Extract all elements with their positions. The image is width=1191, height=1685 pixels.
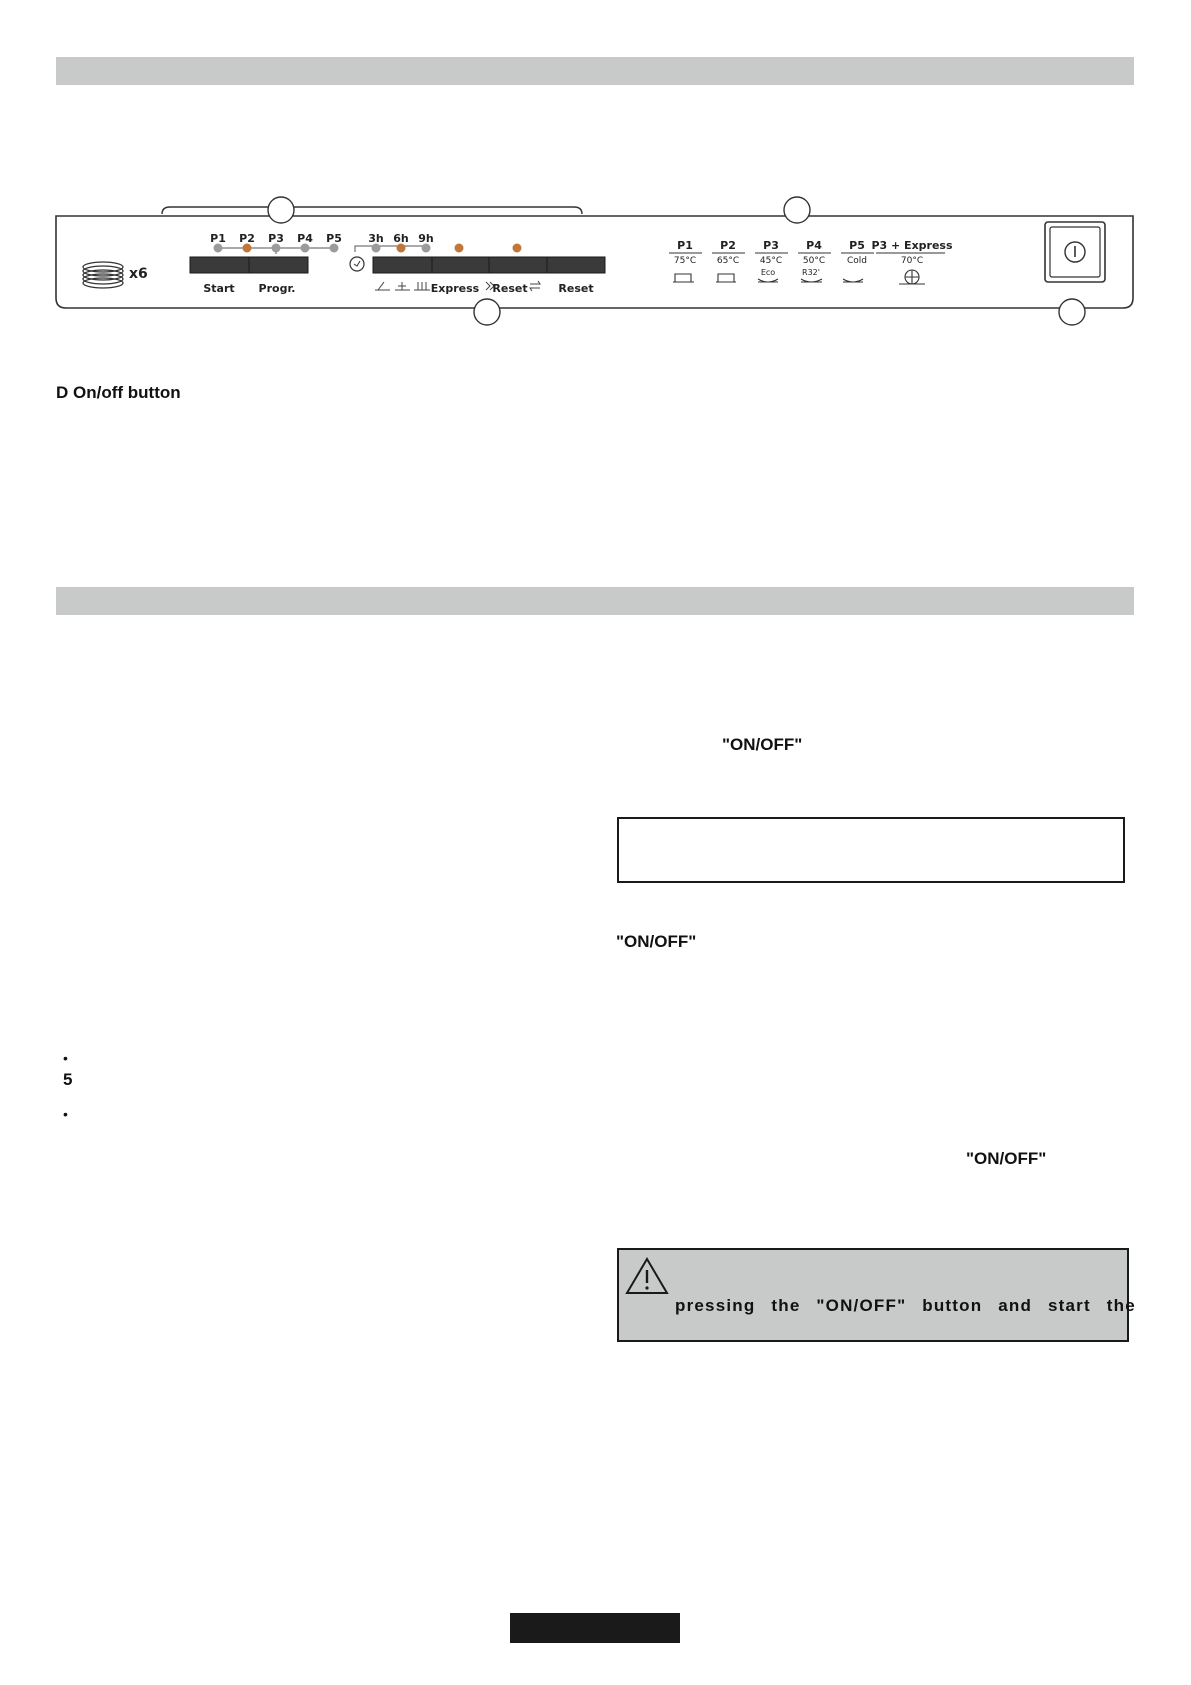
control-panel-diagram	[0, 190, 1191, 330]
number-5: 5	[63, 1070, 73, 1089]
callout-circle-b	[784, 197, 810, 223]
reset-button-bar	[547, 257, 605, 273]
section-header-band-middle	[56, 587, 1134, 615]
warning-box	[617, 1248, 1136, 1342]
program-temp-p4: 50°C	[802, 256, 826, 266]
program-name-p3: P3	[763, 239, 779, 252]
led-label-6h: 6h	[393, 232, 409, 245]
led-label-3h: 3h	[368, 232, 384, 245]
power-button-drawing	[1045, 222, 1105, 282]
warning-text: pressing the "ON/OFF" button and start the	[675, 1296, 1136, 1315]
onoff-label-1: "ON/OFF"	[722, 735, 803, 754]
callout-circle-d	[1059, 299, 1085, 325]
program-temp-p1: 75°C	[673, 256, 697, 266]
reset-salt-button-label[interactable]: Reset	[492, 282, 528, 295]
bullet-1: •	[63, 1050, 68, 1066]
button-bars	[190, 257, 605, 273]
express-button-bar	[432, 257, 489, 273]
program-temp-p2: 65°C	[716, 256, 740, 266]
led-label-p5: P5	[326, 232, 342, 245]
express-button-label[interactable]: Express	[430, 282, 480, 295]
callout-circle-c	[474, 299, 500, 325]
plates-count: x6	[129, 266, 148, 282]
progr-button-label[interactable]: Progr.	[258, 282, 296, 295]
led-express	[455, 244, 464, 253]
onoff-label-3: "ON/OFF"	[966, 1149, 1047, 1168]
bullet-2: •	[63, 1106, 68, 1122]
p4-time-label: R32'	[802, 268, 820, 277]
eco-label: Eco	[760, 268, 776, 277]
program-temp-p3: 45°C	[759, 256, 783, 266]
program-name-p1: P1	[677, 239, 693, 252]
led-label-p2: P2	[239, 232, 255, 245]
program-name-p4: P4	[806, 239, 822, 252]
led-label-p4: P4	[297, 232, 313, 245]
warning-triangle-icon	[625, 1256, 669, 1296]
led-label-p3: P3	[268, 232, 284, 245]
program-temp-p5: Cold	[846, 256, 868, 266]
info-box	[617, 817, 1125, 883]
led-label-9h: 9h	[418, 232, 434, 245]
program-name-p3-express: P3 + Express	[871, 239, 953, 252]
led-label-p1: P1	[210, 232, 226, 245]
control-panel-drawing	[0, 190, 1191, 330]
led-reset	[513, 244, 522, 253]
start-button-label[interactable]: Start	[203, 282, 235, 295]
reset-salt-button-bar	[489, 257, 547, 273]
start-button-bar	[190, 257, 249, 273]
reset-button-label[interactable]: Reset	[558, 282, 594, 295]
page-number-bar	[510, 1613, 680, 1643]
callout-circle-a	[268, 197, 294, 223]
options-button-bar	[373, 257, 432, 273]
on-off-button-heading: D On/off button	[56, 383, 181, 402]
onoff-label-2: "ON/OFF"	[616, 932, 697, 951]
progr-button-bar	[249, 257, 308, 273]
program-name-p2: P2	[720, 239, 736, 252]
section-header-band-top	[56, 57, 1134, 85]
program-name-p5: P5	[849, 239, 865, 252]
program-temp-p3-express: 70°C	[900, 256, 924, 266]
